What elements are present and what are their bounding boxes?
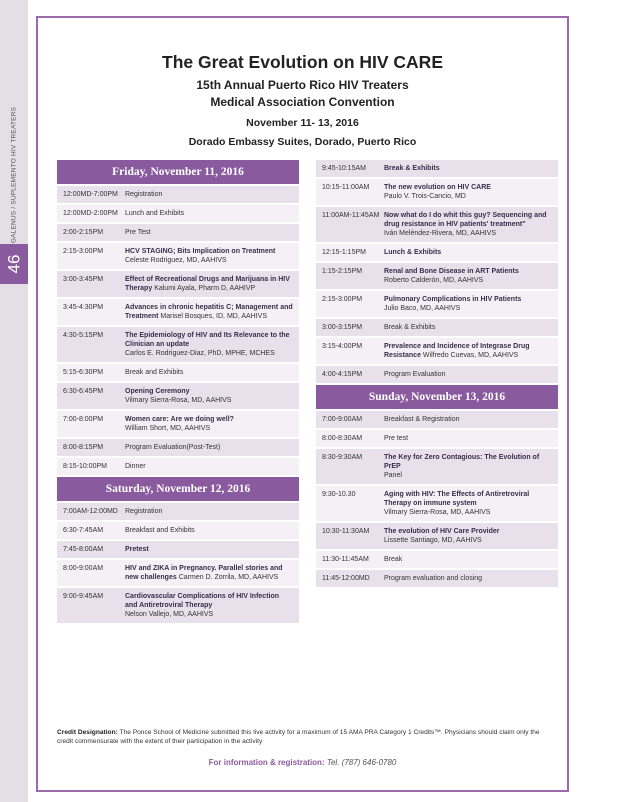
session-label: Program evaluation and closing <box>384 575 483 582</box>
session-speaker: Wilfredo Cuevas, MD, AAHIVS <box>422 352 519 359</box>
page-title: The Great Evolution on HIV CARE <box>162 52 443 72</box>
session-title <box>384 267 552 276</box>
session-time: 9:45-10:15AM <box>322 165 366 172</box>
session-time: 8:00-8:15PM <box>63 444 104 451</box>
session-title-text: Advances in chronic hepatitis C; Management and Treatment <box>125 304 293 320</box>
session-title <box>125 247 293 256</box>
session-time: 10:15-11:00AM <box>322 184 370 191</box>
session-time: 11:00AM-11:45AM <box>322 212 380 219</box>
session-title-text: Renal and Bone Disease in ART Patients <box>384 268 519 275</box>
session-label: Registration <box>125 508 163 515</box>
session-title <box>125 387 293 396</box>
session-title <box>125 331 293 349</box>
session-details <box>384 164 552 173</box>
session-speaker: Roberto Calderón, MD, AAHIVS <box>384 277 484 284</box>
session-details <box>384 490 552 517</box>
session-time: 7:00-9:00AM <box>322 416 363 423</box>
session-time: 11:45-12:00MD <box>322 575 370 582</box>
schedule-row <box>316 570 558 587</box>
session-title-text: Opening Ceremony <box>125 388 190 395</box>
session-time: 3:45-4:30PM <box>63 304 104 311</box>
session-title-text: The new evolution on HIV CARE <box>384 184 491 191</box>
session-title-text: Women care: Are we doing well? <box>125 416 234 423</box>
session-time: 8:00-9:00AM <box>63 565 104 572</box>
registration-info: For information & registration: Tel. (787) 646-0780 <box>208 758 397 767</box>
session-details <box>125 443 293 452</box>
session-label: Break & Exhibits <box>384 324 436 331</box>
session-time: 6:30-6:45PM <box>63 388 104 395</box>
page-number: 46 <box>0 244 28 284</box>
session-label: Breakfast and Exhibits <box>125 527 195 534</box>
session-details <box>125 190 293 199</box>
session-label: Program Evaluation <box>384 371 446 378</box>
schedule-row <box>57 383 299 409</box>
session-details <box>125 368 293 377</box>
session-time: 11:30-11:45AM <box>322 556 369 563</box>
session-details <box>384 370 552 379</box>
schedule-row <box>57 364 299 381</box>
session-label: Breakfast & Registration <box>384 416 460 423</box>
session-details <box>125 247 293 265</box>
event-location: Dorado Embassy Suites, Dorado, Puerto Rico <box>188 136 417 148</box>
day-header: Saturday, November 12, 2016 <box>57 477 299 501</box>
session-details <box>125 526 293 535</box>
session-label: Break <box>384 556 403 563</box>
schedule-row <box>57 541 299 558</box>
session-time: 12:15-1:15PM <box>322 249 366 256</box>
side-label: GALENUS / SUPLEMENTO HIV TREATERS <box>10 106 18 244</box>
session-details <box>125 387 293 405</box>
session-title <box>384 164 552 173</box>
credit-designation: Credit Designation: The Ponce School of Medicine submitted this live activity for a maximum of 15 AMA PRA Category 1 Credits™. Physicians should claim only the credit commensurate with the extent of their participation in the activity <box>57 729 540 745</box>
session-time: 1:15-2:15PM <box>322 268 363 275</box>
schedule-row <box>316 486 558 521</box>
session-details <box>125 303 293 321</box>
session-speaker: Lissette Santiago, MD, AAHIVS <box>384 537 482 544</box>
session-details <box>384 415 552 424</box>
schedule-row <box>57 588 299 623</box>
session-title-text: Lunch & Exhibits <box>384 249 442 256</box>
session-speaker: Julio Baco, MD, AAHIVS <box>384 305 461 312</box>
session-speaker: Vilmary Sierra-Rosa, MD, AAHIVS <box>384 509 491 516</box>
session-details <box>384 453 552 480</box>
session-time: 2:15-3:00PM <box>63 248 104 255</box>
session-title-text: Effect of Recreational Drugs and Marijuana in HIV Therapy <box>125 276 290 292</box>
session-time: 4:00-4:15PM <box>322 371 363 378</box>
session-speaker: William Short, MD, AAHIVS <box>125 425 211 432</box>
schedule-row <box>57 560 299 586</box>
session-time: 10:30-11:30AM <box>322 528 370 535</box>
event-subtitle-1: 15th Annual Puerto Rico HIV Treaters <box>196 78 409 92</box>
session-title <box>125 592 293 610</box>
schedule-row <box>316 207 558 242</box>
session-time: 12:00MD-7:00PM <box>63 191 118 198</box>
session-time: 8:30-9:30AM <box>322 454 363 461</box>
session-time: 8:00-8:30AM <box>322 435 363 442</box>
session-details <box>384 295 552 313</box>
session-time: 7:45-8:00AM <box>63 546 104 553</box>
session-time: 12:00MD-2:00PM <box>63 210 118 217</box>
session-label: Program Evaluation(Post-Test) <box>125 444 221 451</box>
session-details <box>125 507 293 516</box>
session-title-text: Cardiovascular Complications of HIV Infection and Antiretroviral Therapy <box>125 593 280 609</box>
session-title-text: The Key for Zero Contagious: The Evolution of PrEP <box>384 454 540 470</box>
session-speaker: Vilmary Sierra-Rosa, MD, AAHIVS <box>125 397 232 404</box>
session-speaker: Panel <box>384 472 402 479</box>
session-details <box>125 462 293 471</box>
session-title-text: The evolution of HIV Care Provider <box>384 528 500 535</box>
session-title-text: Break & Exhibits <box>384 165 440 172</box>
schedule-column-left <box>57 160 299 625</box>
session-details <box>384 527 552 545</box>
session-speaker: Marisel Bosques, ID, MD, AAHIVS <box>160 313 268 320</box>
session-speaker: Iván Meléndez-Rivera, MD, AAHIVS <box>384 230 497 237</box>
session-time: 4:30-5:15PM <box>63 332 104 339</box>
session-title-text: Prevalence and Incidence of Integrase Drug Resistance <box>384 343 530 359</box>
session-details <box>384 267 552 285</box>
session-details <box>125 564 293 582</box>
session-title <box>125 415 293 424</box>
session-time: 5:15-6:30PM <box>63 369 104 376</box>
schedule-row <box>316 523 558 549</box>
session-label: Lunch and Exhibits <box>125 210 185 217</box>
side-strip <box>0 0 28 802</box>
schedule-row <box>57 522 299 539</box>
session-label: Dinner <box>125 463 146 470</box>
session-title <box>384 183 552 192</box>
session-time: 3:15-4:00PM <box>322 343 363 350</box>
session-label: Pre test <box>384 435 409 442</box>
session-details <box>384 211 552 238</box>
session-time: 8:15-10:00PM <box>63 463 107 470</box>
session-title-text: Pulmonary Complications in HIV Patients <box>384 296 522 303</box>
session-details <box>125 545 293 554</box>
schedule-row <box>57 224 299 241</box>
schedule-row <box>57 458 299 475</box>
session-title <box>384 527 552 536</box>
program-header <box>38 52 567 149</box>
session-title-text: Now what do I do whit this guy? Sequencing and drug resistance in HIV patients' treatment" <box>384 212 547 228</box>
session-details <box>125 209 293 218</box>
session-details <box>125 275 293 293</box>
schedule-row <box>316 244 558 261</box>
schedule-row <box>316 319 558 336</box>
session-title <box>384 453 552 471</box>
schedule-row <box>316 263 558 289</box>
session-time: 7:00AM-12:00MD <box>63 508 118 515</box>
session-label: Break and Exhibits <box>125 369 184 376</box>
session-details <box>384 342 552 360</box>
session-label: Pre Test <box>125 229 151 236</box>
session-time: 2:15-3:00PM <box>322 296 363 303</box>
session-details <box>384 434 552 443</box>
session-speaker: Nelson Vallejo, MD, AAHIVS <box>125 611 214 618</box>
schedule-row <box>316 291 558 317</box>
session-speaker: Celeste Rodriguez, MD, AAHIVS <box>125 257 227 264</box>
session-title-text: Aging with HIV: The Effects of Antiretroviral Therapy on immune system <box>384 491 530 507</box>
session-label: Registration <box>125 191 163 198</box>
schedule-row <box>316 160 558 177</box>
schedule-row <box>316 366 558 383</box>
session-title <box>384 211 552 229</box>
session-time: 3:00-3:45PM <box>63 276 104 283</box>
session-speaker: Kalumi Ayala, Pharm D, AAHIVP <box>154 285 256 292</box>
session-title <box>125 564 293 582</box>
session-title <box>384 342 552 360</box>
session-title <box>384 490 552 508</box>
session-details <box>384 574 552 583</box>
schedule-row <box>57 503 299 520</box>
session-time: 3:00-3:15PM <box>322 324 363 331</box>
schedule-row <box>316 411 558 428</box>
program-frame <box>36 16 569 792</box>
day-header: Friday, November 11, 2016 <box>57 160 299 184</box>
day-header: Sunday, November 13, 2016 <box>316 385 558 409</box>
session-speaker: Carlos E. Rodriguez-Diaz, PhD, MPHE, MCHES <box>125 350 275 357</box>
session-time: 9:30-10.30 <box>322 491 356 498</box>
session-speaker: Paulo V. Trois-Cancio, MD <box>384 193 466 200</box>
schedule-row <box>57 243 299 269</box>
session-details <box>125 592 293 619</box>
session-time: 2:00-2:15PM <box>63 229 104 236</box>
schedule-row <box>316 449 558 484</box>
session-details <box>384 323 552 332</box>
session-title-text: The Epidemiology of HIV and Its Relevance to the Clinician an update <box>125 332 290 348</box>
session-speaker: Carmen D. Zorrila, MD, AAHIVS <box>178 574 279 581</box>
schedule-row <box>316 430 558 447</box>
schedule-row <box>57 205 299 222</box>
session-time: 6:30-7:45AM <box>63 527 104 534</box>
session-title-text: Pretest <box>125 546 149 553</box>
schedule-row <box>57 299 299 325</box>
schedule-row <box>57 271 299 297</box>
session-title <box>384 248 552 257</box>
schedule-row <box>316 179 558 205</box>
schedule-column-right <box>316 160 558 589</box>
session-details <box>384 183 552 201</box>
session-details <box>125 331 293 358</box>
event-subtitle-2: Medical Association Convention <box>210 95 395 109</box>
session-details <box>384 555 552 564</box>
session-title <box>125 303 293 321</box>
session-title <box>125 545 293 554</box>
session-title-text: HIV and ZIKA in Pregnancy. Parallel stories and new challenges <box>125 565 283 581</box>
session-time: 9:00-9:45AM <box>63 593 104 600</box>
session-title-text: HCV STAGING; Bits Implication on Treatment <box>125 248 276 255</box>
schedule-row <box>316 338 558 364</box>
session-details <box>125 415 293 433</box>
schedule-row <box>57 186 299 203</box>
schedule-row <box>316 551 558 568</box>
session-title <box>384 295 552 304</box>
session-time: 7:00-8:00PM <box>63 416 104 423</box>
schedule-row <box>57 411 299 437</box>
schedule-row <box>57 439 299 456</box>
session-details <box>384 248 552 257</box>
session-title <box>125 275 293 293</box>
session-details <box>125 228 293 237</box>
schedule-row <box>57 327 299 362</box>
event-dates: November 11- 13, 2016 <box>246 117 359 129</box>
